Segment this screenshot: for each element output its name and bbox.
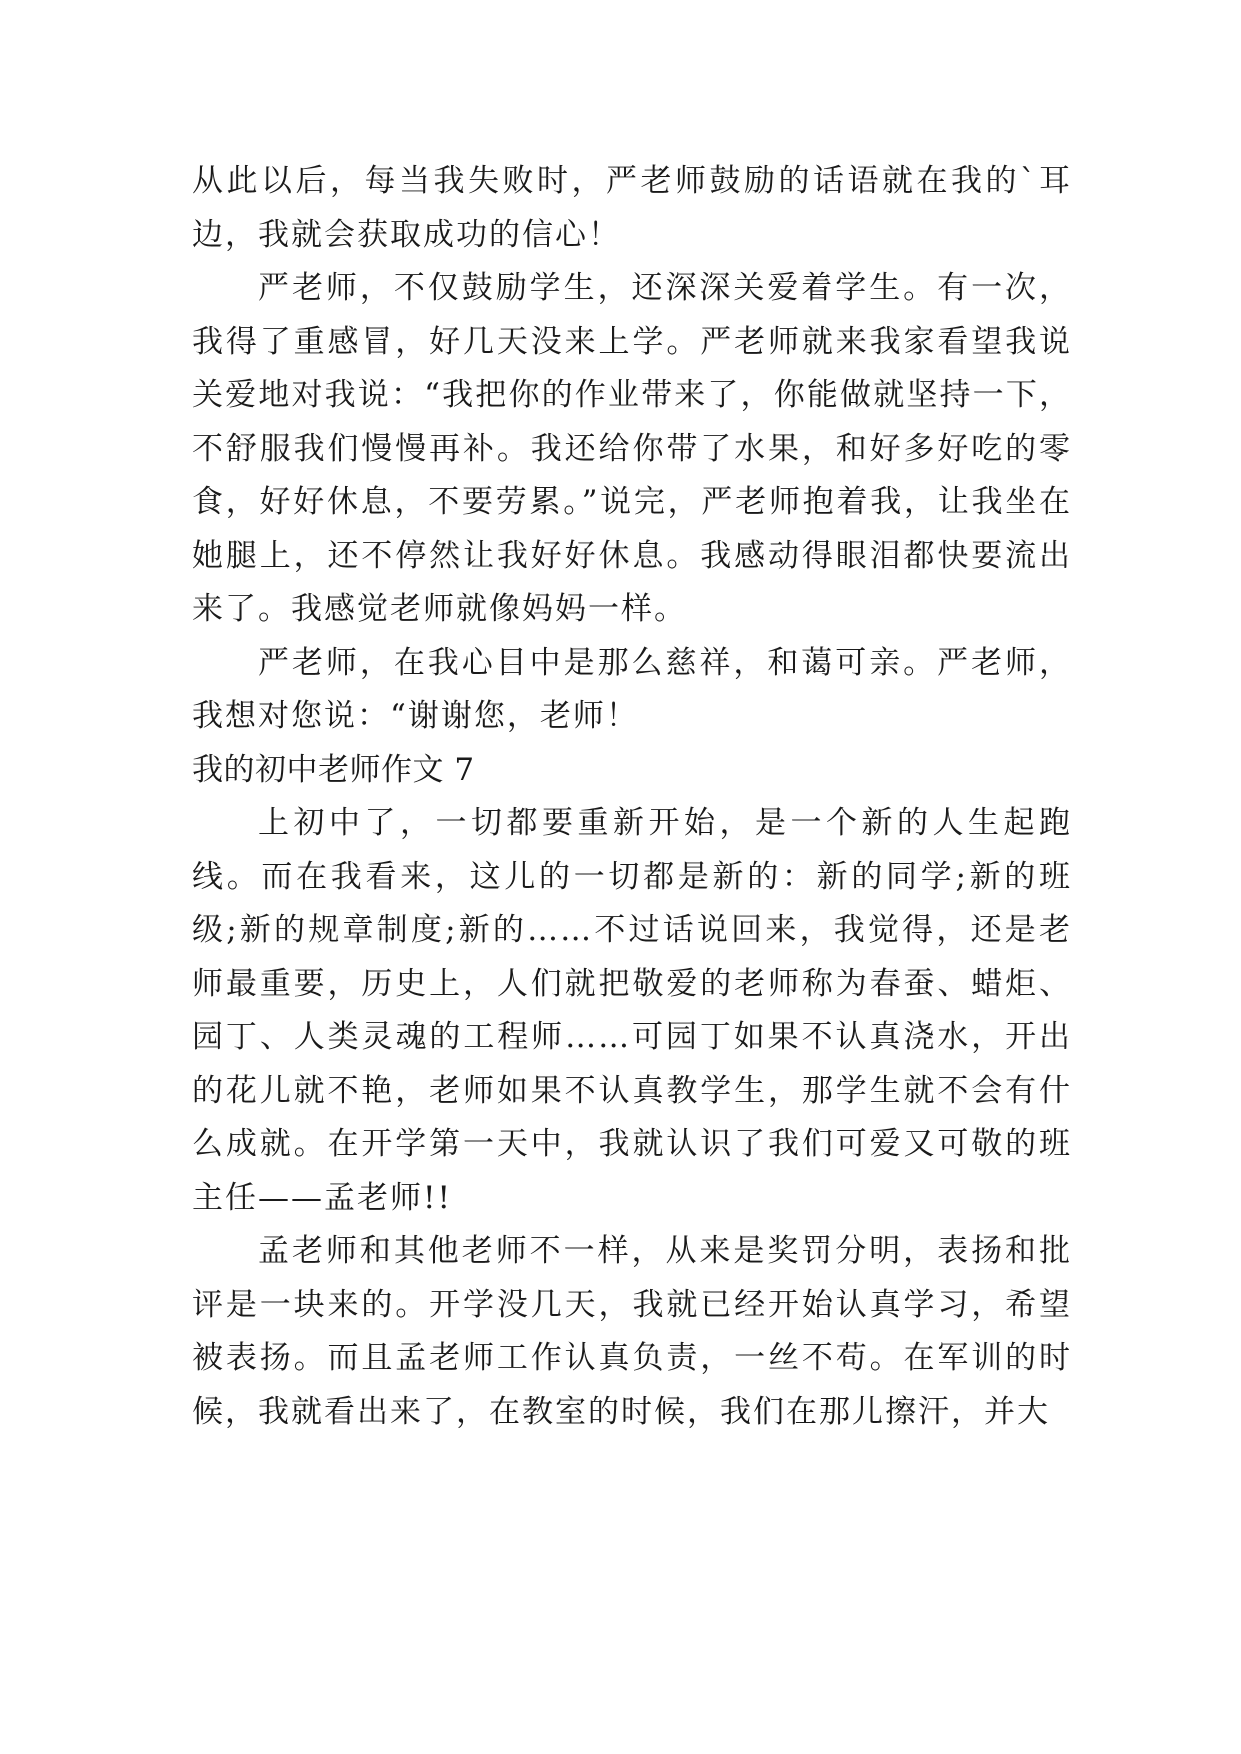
section-heading: 我的初中老师作文 7 xyxy=(192,751,475,788)
document-body xyxy=(192,155,1072,1439)
paragraph-4: 上初中了，一切都要重新开始，是一个新的人生起跑线。而在我看来，这儿的一切都是新的：新的同学;新的班级;新的规章制度;新的……不过话说回来，我觉得，还是老师最重要，历史上，人们就把敬爱的老师称为春蚕、蜡炬、园丁、人类灵魂的工程师……可园丁如果不认真浇水，开出的花儿就不艳，老师如果不认真教学生，那学生就不会有什么成就。在开学第一天中，我就认识了我们可爱又可敬的班主任——孟老师!! xyxy=(192,805,1072,1216)
paragraph-3: 严老师，在我心目中是那么慈祥，和蔼可亲。严老师，我想对您说：“谢谢您，老师！ xyxy=(192,644,1072,734)
paragraph-2: 严老师，不仅鼓励学生，还深深关爱着学生。有一次，我得了重感冒，好几天没来上学。严老师就来我家看望我说关爱地对我说：“我把你的作业带来了，你能做就坚持一下，不舒服我们慢慢再补。我还给你带了水果，和好多好吃的零食，好好休息，不要劳累。”说完，严老师抱着我，让我坐在她腿上，还不停然让我好好休息。我感动得眼泪都快要流出来了。我感觉老师就像妈妈一样。 xyxy=(192,270,1072,627)
paragraph-1: 从此以后，每当我失败时，严老师鼓励的话语就在我的`耳边，我就会获取成功的信心！ xyxy=(192,163,1072,253)
paragraph-5: 孟老师和其他老师不一样，从来是奖罚分明，表扬和批评是一块来的。开学没几天，我就已经开始认真学习，希望被表扬。而且孟老师工作认真负责，一丝不苟。在军训的时候，我就看出来了，在教室的时候，我们在那儿擦汗，并大 xyxy=(192,1233,1072,1430)
